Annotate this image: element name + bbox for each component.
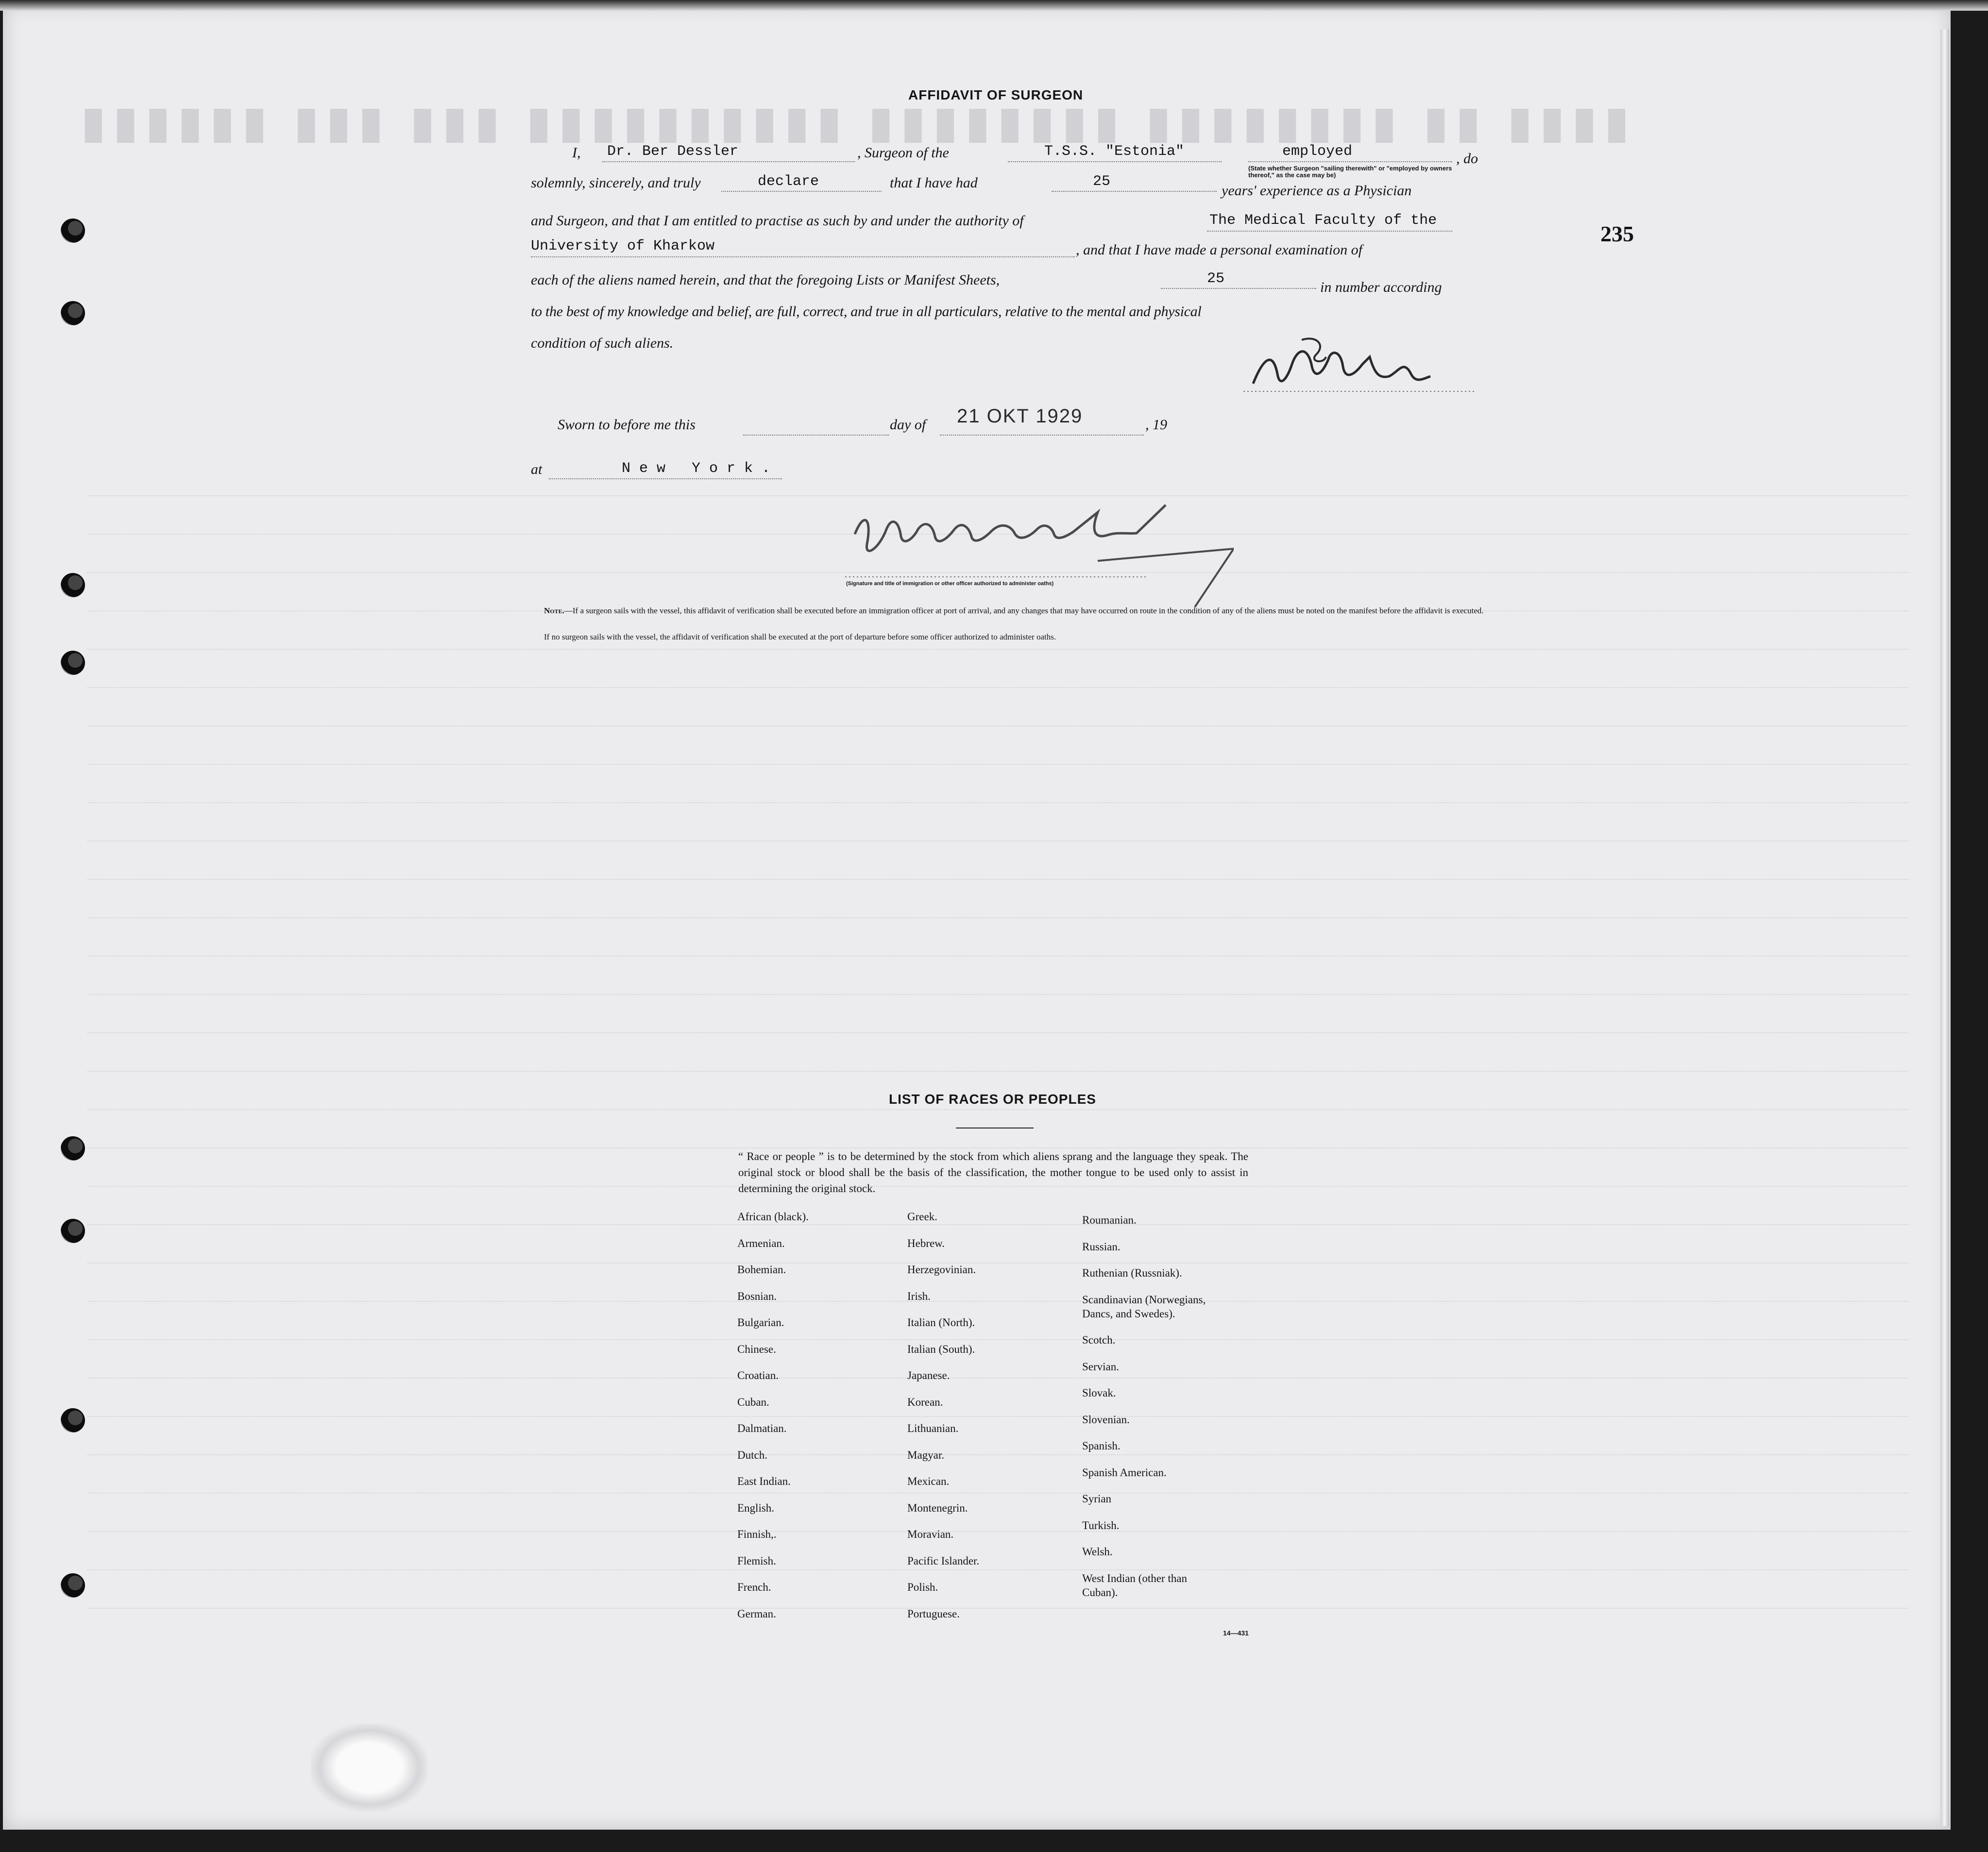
race-item: Lithuanian. bbox=[907, 1422, 959, 1434]
punch-hole bbox=[61, 219, 85, 243]
punch-hole bbox=[61, 573, 85, 597]
page-number: 235 bbox=[1600, 221, 1634, 246]
race-item: Servian. bbox=[1082, 1360, 1120, 1373]
race-item: Slovenian. bbox=[1082, 1413, 1130, 1426]
vessel-name: T.S.S. "Estonia" bbox=[1044, 143, 1185, 160]
sworn-text: Sworn to before me this bbox=[558, 417, 696, 433]
race-item: Flemish. bbox=[737, 1554, 776, 1567]
race-item: Russian. bbox=[1082, 1240, 1121, 1253]
race-item: East Indian. bbox=[737, 1475, 791, 1487]
race-item: Chinese. bbox=[737, 1343, 776, 1355]
race-item: Mexican. bbox=[907, 1475, 950, 1487]
note-paragraph-2: If no surgeon sails with the vessel, the affidavit of verification shall be executed at the port of departure before some officer authorized to administer oaths. bbox=[544, 632, 1056, 641]
race-item: Scotch. bbox=[1082, 1334, 1116, 1346]
at-text: at bbox=[531, 461, 543, 477]
bleed-through-row bbox=[87, 1109, 1909, 1111]
bleed-through-row bbox=[87, 917, 1909, 919]
race-item: Montenegrin. bbox=[907, 1501, 968, 1514]
authority-name: The Medical Faculty of the bbox=[1209, 212, 1437, 229]
race-item: Italian (South). bbox=[907, 1343, 975, 1355]
bleed-through-row bbox=[87, 1378, 1909, 1380]
punch-hole bbox=[61, 1573, 85, 1598]
paper-damage bbox=[311, 1724, 427, 1811]
affidavit-pronoun: I, bbox=[572, 145, 581, 161]
race-item: French. bbox=[737, 1581, 771, 1593]
race-item: Bohemian. bbox=[737, 1263, 786, 1276]
race-item: Syrian bbox=[1082, 1493, 1112, 1505]
bleed-through-row bbox=[87, 1263, 1909, 1264]
bleed-through-row bbox=[87, 1071, 1909, 1073]
bleed-through-row bbox=[87, 1569, 1909, 1571]
race-item: Armenian. bbox=[737, 1237, 785, 1249]
race-item: Roumanian. bbox=[1082, 1214, 1137, 1226]
races-title: LIST OF RACES OR PEOPLES bbox=[889, 1092, 1096, 1107]
employment-note: (State whether Surgeon "sailing therewith" or "employed by owners thereof," as the case may be) bbox=[1248, 165, 1452, 179]
affidavit-line-4: , and that I have made a personal examination of bbox=[1076, 242, 1362, 258]
surgeon-signature bbox=[1243, 330, 1477, 398]
bleed-through-row bbox=[87, 802, 1909, 804]
officer-signature bbox=[845, 490, 1234, 612]
do-text: , do bbox=[1456, 151, 1478, 167]
bleed-through-row bbox=[87, 956, 1909, 958]
bleed-through-row bbox=[87, 1416, 1909, 1418]
race-item: Polish. bbox=[907, 1581, 938, 1593]
bleed-through-row bbox=[87, 841, 1909, 842]
race-item: Italian (North). bbox=[907, 1316, 975, 1329]
punch-hole bbox=[61, 651, 85, 675]
form-number: 14—431 bbox=[1223, 1629, 1249, 1637]
affidavit-line-6: to the best of my knowledge and belief, are full, correct, and true in all particulars, relative to the mental and physical bbox=[531, 303, 1202, 320]
race-item: Greek. bbox=[907, 1211, 937, 1223]
race-item: Korean. bbox=[907, 1396, 943, 1408]
affidavit-line-7: condition of such aliens. bbox=[531, 335, 674, 351]
signature-caption: (Signature and title of immigration or other officer authorized to administer oaths) bbox=[846, 581, 1054, 587]
race-item: Spanish American. bbox=[1082, 1466, 1167, 1479]
bleed-through-row bbox=[87, 687, 1909, 689]
day-of-text: day of bbox=[890, 417, 926, 433]
race-item: Japanese. bbox=[907, 1369, 950, 1381]
race-item: Dutch. bbox=[737, 1448, 767, 1461]
race-item: Cuban). bbox=[1082, 1586, 1118, 1599]
bleed-through-row bbox=[87, 1454, 1909, 1456]
race-item: Bosnian. bbox=[737, 1290, 777, 1302]
race-item: Welsh. bbox=[1082, 1546, 1113, 1558]
punch-hole bbox=[61, 1408, 85, 1432]
race-item: Ruthenian (Russniak). bbox=[1082, 1267, 1182, 1279]
bleed-through-title: ▮▮▮▮ ▮▮ ▮▮▮▮▮▮▮▮ ▮▮▮▮▮▮▮▮ ▮▮▮▮▮▮▮▮▮▮ ▮▮▮ ▮▮▮ ▮▮▮▮▮▮ bbox=[73, 100, 1629, 147]
surgeon-name: Dr. Ber Dessler bbox=[607, 143, 739, 160]
scan-top-edge bbox=[0, 0, 1988, 11]
race-item: West Indian (other than bbox=[1082, 1572, 1187, 1584]
note-label: Note. bbox=[544, 606, 564, 615]
bleed-through-row bbox=[87, 1493, 1909, 1495]
race-item: Spanish. bbox=[1082, 1440, 1121, 1452]
bleed-through-row bbox=[87, 725, 1909, 727]
race-item: Dancs, and Swedes). bbox=[1082, 1307, 1175, 1320]
race-item: German. bbox=[737, 1607, 776, 1620]
years-experience-text: years' experience as a Physician bbox=[1222, 183, 1412, 199]
affidavit-line-3: and Surgeon, and that I am entitled to practise as such by and under the authority of bbox=[531, 213, 1024, 229]
bleed-through-row bbox=[87, 879, 1909, 881]
date-stamp: 21 OKT 1929 bbox=[957, 405, 1083, 427]
race-item: Dalmatian. bbox=[737, 1422, 787, 1434]
in-number-text: in number according bbox=[1320, 279, 1442, 295]
race-item: Cuban. bbox=[737, 1396, 769, 1408]
have-had-text: that I have had bbox=[890, 175, 978, 191]
bleed-through-row bbox=[87, 1339, 1909, 1341]
bleed-through-row bbox=[87, 764, 1909, 766]
bleed-through-row bbox=[87, 1531, 1909, 1533]
bleed-through-row bbox=[87, 1224, 1909, 1226]
sheet-count: 25 bbox=[1207, 270, 1225, 287]
note-paragraph-1 bbox=[544, 606, 1484, 616]
race-item: Hebrew. bbox=[907, 1237, 945, 1249]
scan-right-edge bbox=[1940, 29, 1949, 1826]
race-item: English. bbox=[737, 1501, 775, 1514]
year-prefix: , 19 bbox=[1145, 417, 1167, 433]
race-item: Pacific Islander. bbox=[907, 1554, 980, 1567]
bleed-through-row bbox=[87, 994, 1909, 996]
bleed-through-row bbox=[87, 1608, 1909, 1610]
authority-name-continued: University of Kharkow bbox=[531, 238, 715, 254]
years-value: 25 bbox=[1093, 173, 1111, 190]
bleed-through-row bbox=[87, 1301, 1909, 1303]
race-item: African (black). bbox=[737, 1211, 809, 1223]
affidavit-title: AFFIDAVIT OF SURGEON bbox=[908, 87, 1084, 102]
note-text-1: —If a surgeon sails with the vessel, this affidavit of verification shall be executed before an immigration officer at port of arrival, and any changes that may have occurred on route in the condition of any of the aliens must be noted on the manifest before the affidavit is executed. bbox=[564, 606, 1484, 615]
punch-hole bbox=[61, 301, 85, 325]
race-item: Bulgarian. bbox=[737, 1316, 784, 1329]
race-item: Croatian. bbox=[737, 1369, 779, 1381]
race-item: Magyar. bbox=[907, 1448, 945, 1461]
race-item: Irish. bbox=[907, 1290, 931, 1302]
race-item: Slovak. bbox=[1082, 1387, 1116, 1399]
race-item: Scandinavian (Norwegians, bbox=[1082, 1293, 1206, 1306]
declare-word: declare bbox=[758, 173, 819, 190]
race-item: Moravian. bbox=[907, 1528, 954, 1540]
bleed-through-row bbox=[87, 649, 1909, 651]
solemnly-text: solemnly, sincerely, and truly bbox=[531, 175, 701, 191]
punch-hole bbox=[61, 1219, 85, 1243]
races-intro: “ Race or people ” is to be determined by the stock from which aliens sprang and the language they speak. The original stock or blood shall be the basis of the classification, the mother tongue to be used only to assist in determining the original stock. bbox=[738, 1150, 1248, 1195]
employment-type: employed bbox=[1282, 143, 1353, 160]
race-item: Herzegovinian. bbox=[907, 1263, 976, 1276]
race-item: Finnish,. bbox=[737, 1528, 777, 1540]
place: N e w Y o r k . bbox=[622, 460, 771, 477]
affidavit-line-5: each of the aliens named herein, and that the foregoing Lists or Manifest Sheets, bbox=[531, 272, 1000, 288]
race-item: Portuguese. bbox=[907, 1607, 960, 1620]
punch-hole bbox=[61, 1136, 85, 1161]
bleed-through-row bbox=[87, 1032, 1909, 1034]
surgeon-of-label: , Surgeon of the bbox=[857, 145, 949, 161]
race-item: Turkish. bbox=[1082, 1519, 1120, 1532]
